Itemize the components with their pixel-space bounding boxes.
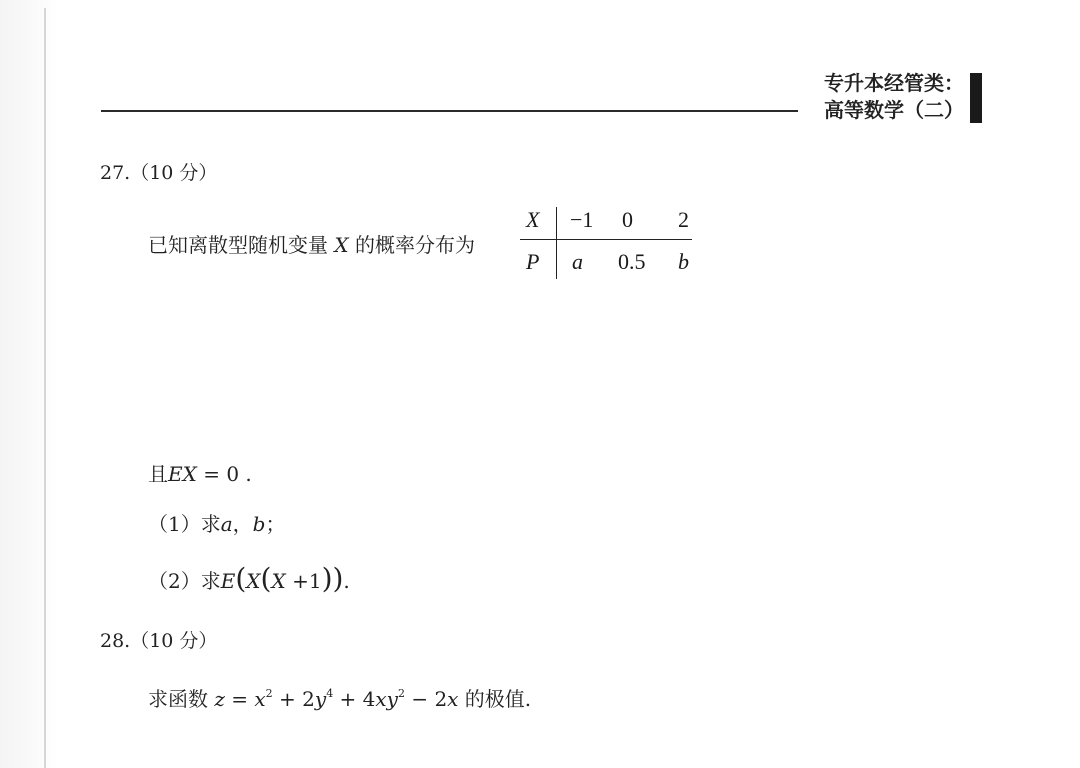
q28-exponent: 2 [397, 687, 405, 700]
part-2-expectation: E [220, 569, 236, 593]
header-rule [101, 110, 798, 112]
header-line-1: 专升本经管类： [824, 71, 964, 95]
header-marker-bar [970, 73, 982, 123]
header-line-2: 高等数学（二） [824, 98, 964, 122]
table-row-x-label: X [526, 207, 540, 232]
part-2-number: （2）求 [148, 569, 221, 593]
q28-x: x [447, 687, 459, 711]
part-1-var-a: a [220, 512, 233, 536]
q28-xy: xy [375, 687, 398, 711]
question-27-part-2: （2）求E(X(X +1)). [148, 562, 350, 595]
random-variable: X [334, 233, 349, 257]
condition-prefix: 且 [148, 462, 168, 486]
table-row-p-label: P [526, 249, 540, 274]
q28-x: x [254, 687, 266, 711]
table-p-value: b [678, 249, 689, 274]
table-p-value: a [572, 249, 583, 274]
page-edge [44, 8, 46, 768]
intro-text: 已知离散型随机变量 [148, 233, 328, 257]
q28-prefix: 求函数 [148, 687, 208, 711]
part-1-separator: ， [232, 512, 253, 536]
q28-equals: = [224, 687, 255, 711]
part-2-plus-one: +1 [285, 569, 322, 593]
table-vertical-rule [556, 207, 557, 279]
condition-equals: = 0 . [196, 462, 252, 486]
part-2-var-x: X [271, 569, 286, 593]
table-x-value: −1 [570, 207, 594, 232]
q28-z: z [214, 687, 225, 711]
page-header [824, 70, 964, 124]
table-x-value: 0 [622, 207, 633, 232]
question-28-body [148, 683, 531, 712]
q28-suffix: 的极值. [458, 687, 532, 711]
question-27-title: 27.（10 分） [100, 162, 218, 184]
question-27-intro [148, 229, 475, 258]
table-horizontal-rule [520, 239, 692, 240]
question-27-part-1 [148, 508, 285, 537]
q28-term: + 2 [272, 687, 315, 711]
part-2-var-x: X [246, 569, 261, 593]
q28-exponent: 2 [265, 687, 273, 700]
question-27-condition [148, 458, 252, 487]
part-1-end: ； [265, 512, 286, 536]
condition-expression: EX [168, 462, 197, 486]
page-shadow [0, 0, 58, 768]
part-1-var-b: b [252, 512, 266, 536]
q28-term: + 4 [333, 687, 376, 711]
question-28-title: 28.（10 分） [100, 630, 218, 652]
probability-distribution-table [520, 205, 696, 281]
q28-exponent: 4 [326, 687, 334, 700]
intro-tail: 的概率分布为 [354, 233, 475, 257]
table-x-value: 2 [678, 207, 689, 232]
part-1-number: （1）求 [148, 512, 221, 536]
q28-term: − 2 [404, 687, 448, 711]
part-2-end: . [343, 569, 350, 593]
q28-y: y [314, 687, 327, 711]
table-p-value: 0.5 [618, 249, 646, 274]
